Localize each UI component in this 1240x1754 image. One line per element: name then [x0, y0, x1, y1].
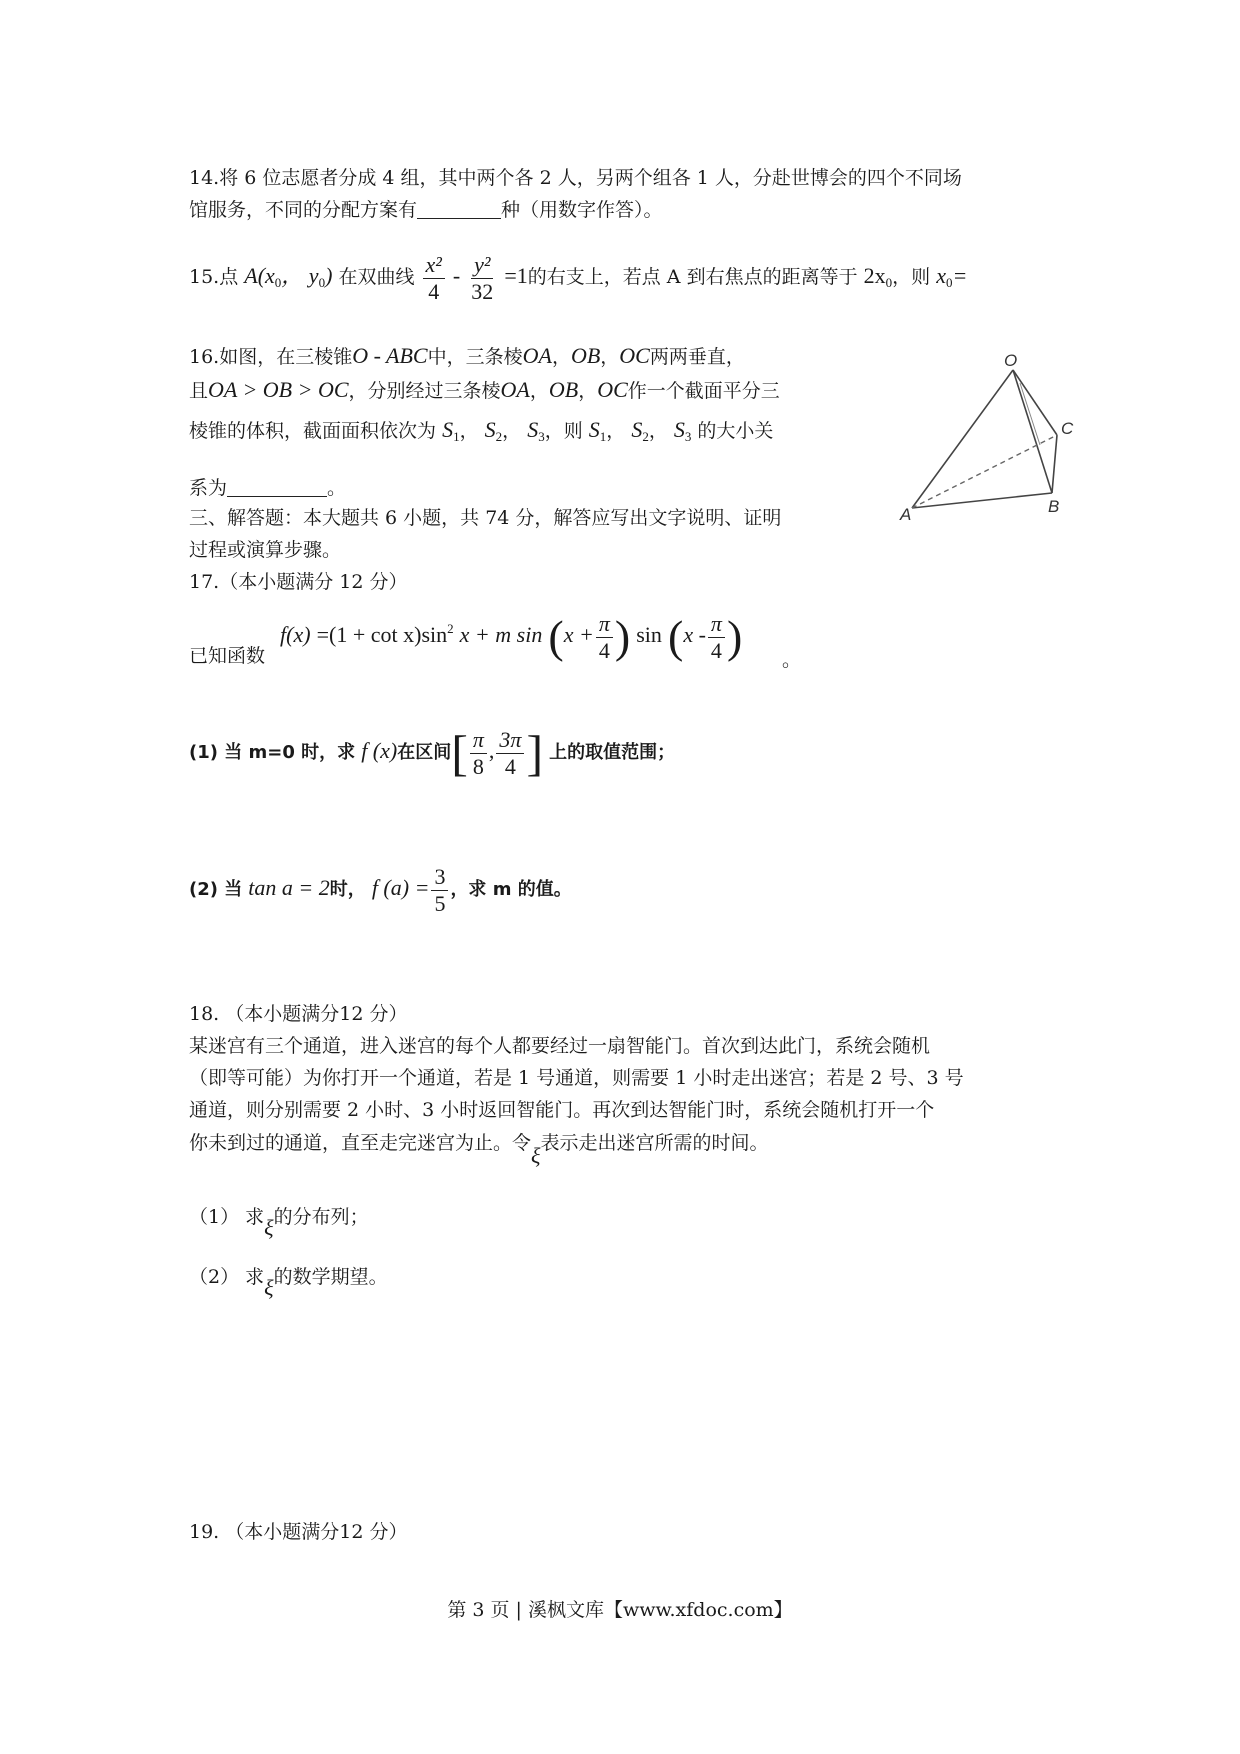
q18-line2: （即等可能）为你打开一个通道，若是 1 号通道，则需要 1 小时走出迷宫；若是 2 号、3 号	[189, 1067, 964, 1089]
q17-formula: $f(x) =(1 + \cot x)\sin^2$ x + m sin (x + $\frac{\pi}{4}$ ) sin (x - $\frac{\pi}{4}$ )	[280, 610, 743, 663]
page-footer: 第 3 页 | 溪枫文库【www.xfdoc.com】	[447, 1599, 793, 1621]
q18-line3: 通道，则分别需要 2 小时、3 小时返回智能门。再次到达智能门时，系统会随机打开一个	[189, 1099, 935, 1121]
q15-minus: -	[452, 263, 461, 288]
q16-line3: 棱锥的体积，截面面积依次为 $S_1$， $S_2$， $S_3$，则 $S_1$， $S_2$， $S_3$ 的大小关	[189, 417, 774, 444]
q18-line1: 某迷宫有三个通道，进入迷宫的每个人都要经过一扇智能门。首次到达此门，系统会随机	[189, 1035, 931, 1057]
inner-line	[1020, 383, 1040, 445]
q16-line1: 16.如图，在三棱锥O - ABC中，三条棱OA，OB，OC两两垂直，	[189, 343, 745, 368]
answer-blank	[417, 198, 501, 219]
q15-line	[189, 246, 967, 313]
edge-AB	[912, 493, 1052, 508]
q17-part1: (1) 当 m=0 时，求 f (x)在区间[ $\frac{\pi}{8}$ , $\frac{3\pi}{4}$ ] 上的取值范围；	[189, 725, 676, 781]
edge-inequality: OA > OB > OC	[208, 377, 349, 402]
q14-text-b: 种（用数字作答）。	[501, 199, 663, 221]
q17-part2: (2) 当 tan a = 2时， f (a) = $\frac{3}{5}$ ，求 m 的值。	[189, 863, 572, 916]
q15-frac-y: $\frac{\text{y²}}{32}$	[471, 251, 494, 304]
q18-title: 18. （本小题满分12 分）	[189, 1003, 408, 1025]
label-O: O	[1004, 351, 1018, 370]
q15-prefix: 15.点	[189, 266, 239, 288]
label-A: A	[900, 505, 912, 524]
q14-text-a: 馆服务，不同的分配方案有	[189, 199, 418, 221]
q15-x0: $x_0=$	[936, 263, 968, 290]
q15-text3: ，则	[892, 266, 931, 288]
q15-text1: 在双曲线	[338, 266, 415, 288]
q18-part1: （1） 求ξ的分布列；	[189, 1206, 369, 1240]
tetrahedron-figure	[880, 350, 1080, 525]
label-B: B	[1048, 497, 1060, 516]
q18-line4: 你未到过的通道，直至走完迷宫为止。令ξ表示走出迷宫所需的时间。	[189, 1132, 769, 1168]
edge-AC-hidden	[912, 435, 1057, 508]
section3-line1: 三、解答题：本大题共 6 小题，共 74 分，解答应写出文字说明、证明	[189, 507, 782, 529]
tetrahedron-name: O - ABC	[352, 343, 428, 368]
q17-end: 。	[782, 649, 802, 671]
q15-text2: 的右支上，若点 A 到右焦点的距离等于	[527, 266, 858, 288]
edge-OB	[1013, 370, 1052, 493]
q14-text: 14.将 6 位志愿者分成 4 组，其中两个各 2 人，另两个组各 1 人，分赴世博会的四个不同场	[189, 167, 962, 189]
q17-lead: 已知函数	[189, 645, 266, 667]
section3-line2: 过程或演算步骤。	[189, 539, 342, 561]
answer-blank	[227, 476, 327, 497]
q16-line2: 且OA > OB > OC，分别经过三条棱OA，OB，OC作一个截面平分三	[189, 377, 780, 402]
edge-BC	[1052, 435, 1057, 493]
q15-dist: $2x_0$	[863, 263, 893, 290]
label-C: C	[1061, 419, 1074, 438]
q15-frac-x: $\frac{\text{x²}}{4}$	[423, 252, 445, 305]
edge-OA	[912, 370, 1013, 508]
q14-line1	[189, 162, 962, 194]
q19-title: 19. （本小题满分12 分）	[189, 1521, 408, 1543]
edge-OC	[1013, 370, 1057, 435]
q17-title: 17.（本小题满分 12 分）	[189, 571, 408, 593]
q16-line4: 系为 。	[189, 477, 347, 499]
q15-eq: =1	[504, 263, 528, 288]
q14-line2	[189, 194, 663, 226]
q15-point: $A(x_0$， $y_0$)	[244, 263, 333, 290]
q18-part2: （2） 求ξ的数学期望。	[189, 1266, 388, 1300]
xi-symbol: ξ	[531, 1143, 541, 1168]
